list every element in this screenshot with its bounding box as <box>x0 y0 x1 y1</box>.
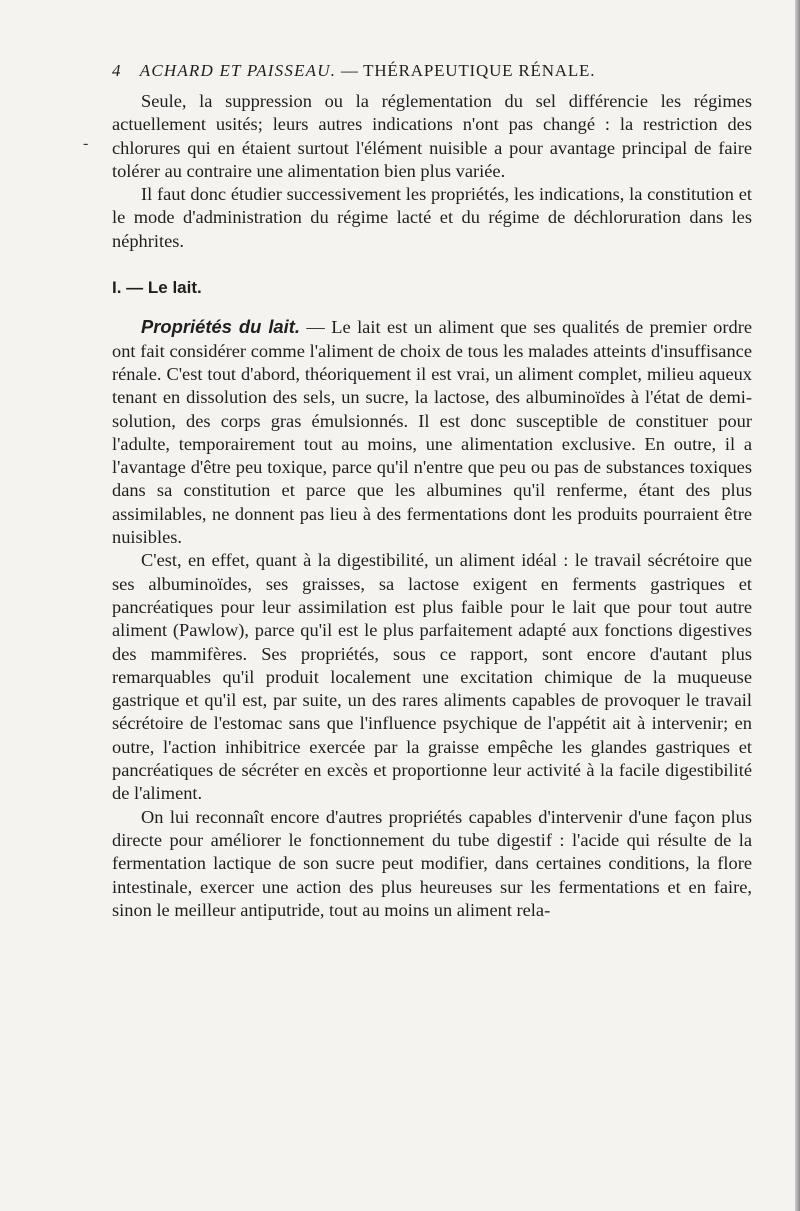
page-edge-shadow <box>795 0 800 1211</box>
running-header <box>112 61 752 81</box>
paragraph-2: Il faut donc étudier successivement les propriétés, les indications, la constitution et le mode d'administration du régime lacté et du régime de déchloruration dans les néphrites. <box>112 184 752 251</box>
paragraph-1: Seule, la suppression ou la réglementation du sel différencie les régimes actuellement usités; leurs autres indications n'ont pas changé : la restriction des chlorures qui en étaient surtout l'élément nuisible a pour avantage principal de faire tolérer au contraire une alimentation bien plus variée. <box>112 91 752 181</box>
header-authors: ACHARD ET PAISSEAU. <box>139 61 337 80</box>
paragraph-3-text: — Le lait est un aliment que ses qualités de premier ordre ont fait considérer comme l'aliment de choix de tous les malades atteints d'insuffisance rénale. C'est tout d'abord, théoriquement il est vrai, un aliment complet, milieu aqueux tenant en dissolution des sels, un sucre, la lactose, des albuminoïdes à l'état de demi-solution, des corps gras émulsionnés. Il est donc susceptible de constituer pour l'adulte, temporairement tout au moins, une alimentation exclusive. En outre, il a l'avantage d'être peu toxique, parce qu'il n'entre que peu ou pas de substances toxiques dans sa constitution et parce que les albumines qu'il renferme, étant des plus assimilables, ne donnent pas lieu à des fermentations dont les produits pourraient être nuisibles. <box>112 317 752 548</box>
body-text <box>112 90 752 922</box>
subsection-title: Propriétés du lait. <box>141 316 300 338</box>
paragraph-4: C'est, en effet, quant à la digestibilité, un aliment idéal : le travail sécrétoire que ses albuminoïdes, ses graisses, sa lactose exigent en ferments gastriques et pancréatiques pour leur assimilation est plus faible pour le lait que pour tout autre aliment (Pawlow), parce qu'il est le plus parfaitement adapté aux fonctions digestives des mammifères. Ses propriétés, sous ce rapport, sont encore d'autant plus remarquables qu'il produit localement une excitation chimique de la muqueuse gastrique et qu'il est, par suite, un des rares aliments capables de provoquer le travail sécrétoire de l'estomac sans que l'influence psychique de l'appétit ait à intervenir; en outre, l'action inhibitrice exercée par la graisse empêche les glandes gastriques et pancréatiques de sécréter en excès et proportionne leur activité à la facile digestibilité de l'aliment. <box>112 550 752 804</box>
header-subject: THÉRAPEUTIQUE RÉNALE. <box>363 61 596 80</box>
page-number: 4 <box>112 61 121 80</box>
margin-mark: - <box>83 135 89 152</box>
paragraph-5: On lui reconnaît encore d'autres propriétés capables d'intervenir d'une façon plus directe pour améliorer le fonctionnement du tube digestif : l'acide qui résulte de la fermentation lactique de son sucre peut modifier, dans certaines conditions, la flore intestinale, exercer une action des plus heureuses sur les fermentations et en faire, sinon le meilleur antiputride, tout au moins un aliment rela- <box>112 806 752 920</box>
header-separator: — <box>340 61 359 80</box>
paragraph-3 <box>112 315 752 549</box>
section-title: I. — Le lait. <box>112 278 202 298</box>
